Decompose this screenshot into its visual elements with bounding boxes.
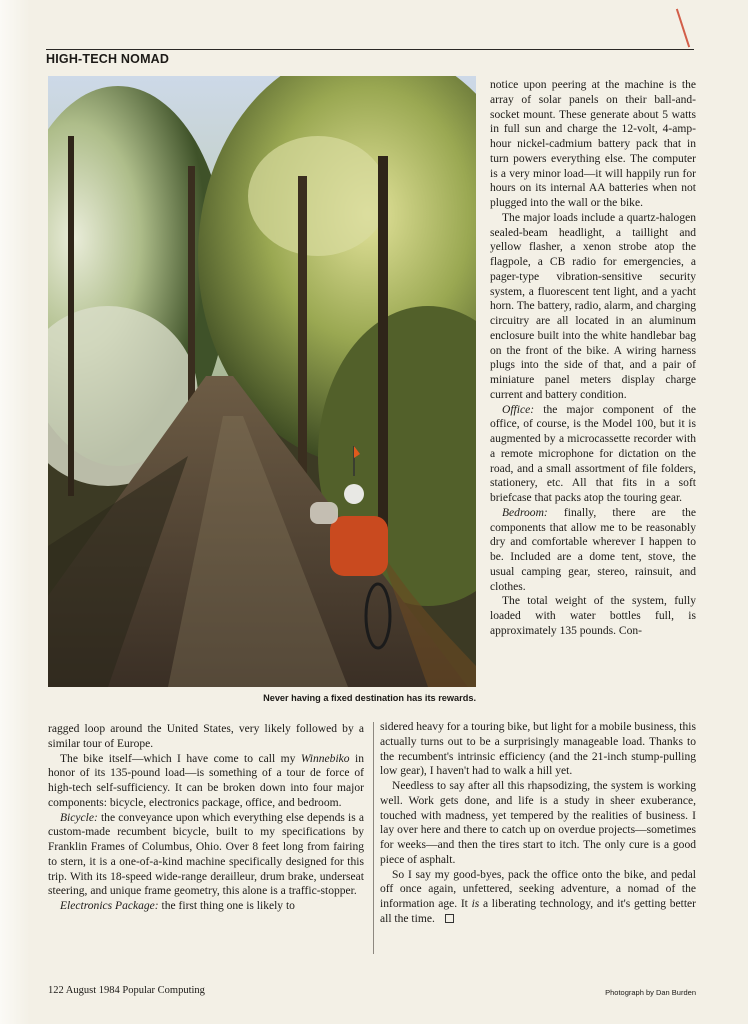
page-footer: 122 August 1984 Popular Computing (48, 985, 205, 996)
paragraph-bicycle (48, 811, 364, 900)
paragraph-electronics (48, 899, 364, 914)
closing-text-post: a liberating technology, and it's getting better all the time. (380, 898, 696, 925)
paragraph: ragged loop around the United States, very likely followed by a similar tour of Europe. (48, 723, 364, 750)
bedroom-text: finally, there are the components that allow me to be reasonably dry and comfortable wherever I happen to be. Included are a dome tent, stove, the usual camping gear, stereo, rainsuit, and clothes. (490, 506, 696, 593)
closing-text-pre: So I say my good-byes, pack the office onto the bike, and pedal off once again, unfettered, seeking adventure, a nomad of the information age. It (380, 868, 696, 910)
office-lead: Office: (502, 403, 535, 416)
photo-caption: Never having a fixed destination has its rewards. (263, 693, 476, 703)
electronics-text: the first thing one is likely to (158, 900, 295, 912)
corner-pen-mark (676, 9, 690, 48)
photo-illustration (48, 76, 476, 687)
bicycle-lead: Bicycle: (60, 811, 98, 824)
column-divider (373, 722, 374, 954)
paragraph-office (490, 403, 696, 506)
bicycle-text: the conveyance upon which everything else depends is a custom-made recumbent bicycle, built to my specifications by Franklin Frames of Columbus, Ohio. Over 8 feet long from fairing to stern, it is a one-of-a-kind machine specifically designed for this trip. With its 18-speed wide-range derailleur, drum brake, underseat steering, and unique frame geometry, this alone is a traffic-stopper. (48, 811, 364, 898)
header-rule (46, 49, 694, 50)
paragraph: The major loads include a quartz-halogen sealed-beam headlight, a taillight and yellow flasher, a xenon strobe atop the flagpole, a CB radio for emergencies, a pager-type vibration-sensitive security system, a fluorescent tent light, and a yacht horn. The battery, radio, alarm, and charging circuitry are all located in an aluminum enclosure built into the white handlebar bag on the front of the bike. A wiring harness plugs into the side of that, and a pair of miniature panel meters display charge current and battery condition. (490, 211, 696, 401)
right-top-column (490, 78, 696, 639)
left-bottom-column (48, 722, 364, 914)
paragraph-weight: The total weight of the system, fully loaded with water bottles full, is approximately 135 pounds. Con- (490, 595, 696, 637)
closing-emphasis: is (471, 898, 480, 910)
paragraph-bike (48, 752, 364, 811)
paragraph: Needless to say after all this rhapsodizing, the system is working well. Work gets done, and life is a study in sheer exuberance, touched with madness, yet tempered by the realities of business. I lay over here and there to catch up on overdue projects—sometimes for weeks—and then the tires start to itch. The only cure is a good piece of asphalt. (380, 780, 696, 866)
end-of-article-mark (445, 914, 454, 923)
section-title: HIGH-TECH NOMAD (46, 52, 170, 66)
office-text: the major component of the office, of course, is the Model 100, but it is augmented by a microcassette recorder with a remote microphone for dictation on the road, and a small assortment of file folders, stationery, etc. All that fits in a soft briefcase that packs atop the touring gear. (490, 403, 696, 504)
bike-text-post: in honor of its 135-pound load—is something of a tour de force of high-tech self-sufficiency. It can be broken down into four major components: bicycle, electronics package, office, and bedroom. (48, 752, 364, 809)
right-bottom-column (380, 720, 696, 927)
bike-name: Winnebiko (300, 752, 350, 765)
electronics-lead: Electronics Package: (60, 900, 159, 912)
paragraph-bedroom (490, 506, 696, 595)
road-photograph (48, 76, 476, 687)
paragraph: sidered heavy for a touring bike, but light for a mobile business, this actually turns out to be a surprisingly manageable load. Thanks to the recumbent's intrinsic efficiency (and the 21-inch stump-pulling low gear), I haven't had to walk a hill yet. (380, 721, 696, 778)
page-edge (0, 0, 30, 1024)
paragraph: notice upon peering at the machine is the array of solar panels on their ball-and-socket mount. These generate about 5 watts in full sun and charge the 12-volt, 4-amp-hour nickel-cadmium battery pack that in turn powers everything else. The computer is a very minor load—it will happily run for hours on its internal AA batteries when not plugged into the wall or the bike. (490, 79, 696, 209)
paragraph-closing (380, 868, 696, 927)
bike-text-pre: The bike itself—which I have come to call my (60, 752, 301, 765)
bedroom-lead: Bedroom: (502, 506, 548, 519)
photo-credit: Photograph by Dan Burden (605, 988, 696, 997)
